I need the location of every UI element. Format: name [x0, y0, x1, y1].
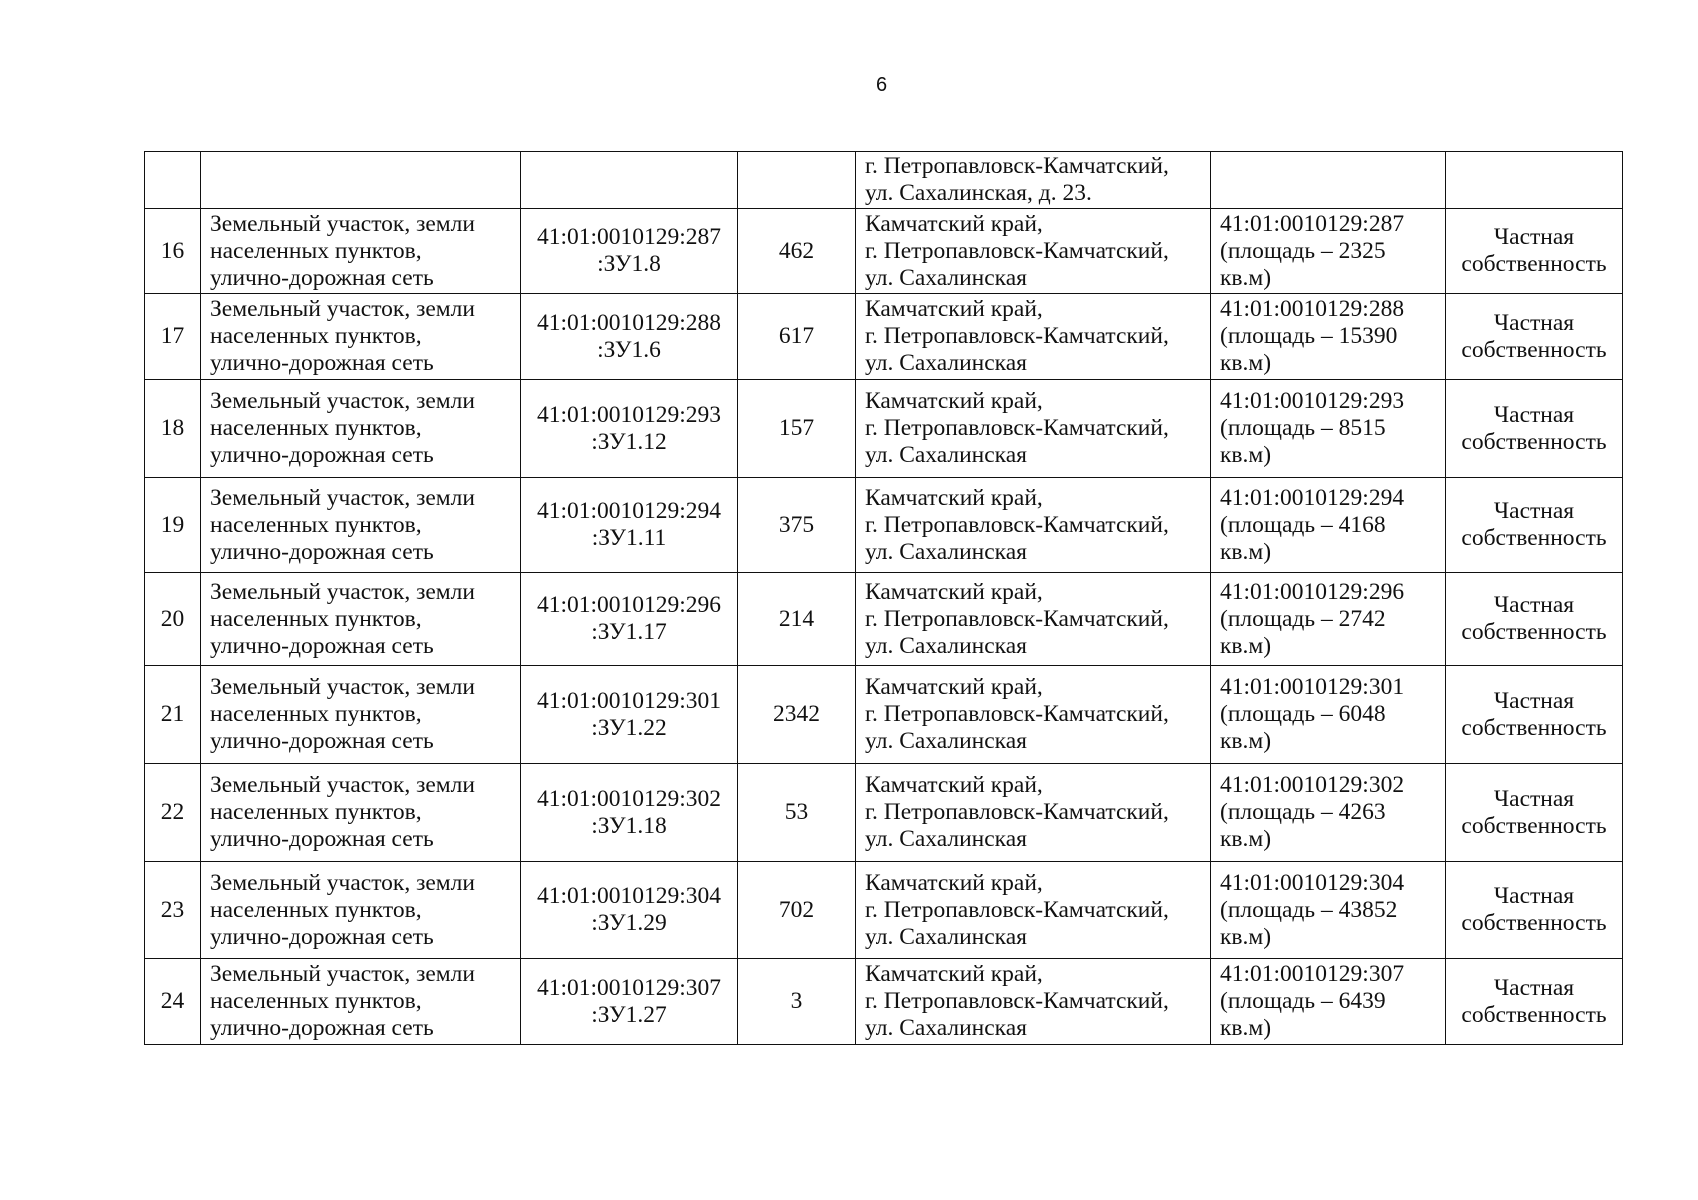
ownership-line: Частная — [1493, 687, 1575, 714]
parent-plot-line: 41:01:0010129:304 — [1220, 869, 1405, 896]
address-line: Камчатский край, — [865, 578, 1043, 605]
ownership-line: Частная — [1493, 592, 1575, 618]
cell-description — [201, 209, 521, 294]
description-line: Земельный участок, земли — [210, 210, 475, 237]
cadastral-line: 41:01:0010129:301 — [536, 687, 722, 714]
cell-description — [201, 478, 521, 573]
cell-parent-plot — [1211, 573, 1446, 666]
cell-area: 462 — [738, 209, 856, 294]
address-line: Камчатский край, — [865, 961, 1043, 987]
description-line: улично-дорожная сеть — [210, 350, 434, 376]
parent-plot-line: кв.м) — [1220, 442, 1272, 468]
ownership-line: собственность — [1461, 525, 1607, 551]
cell-ownership — [1446, 959, 1623, 1045]
cell-address — [856, 209, 1211, 294]
cadastral-line: 41:01:0010129:302 — [536, 785, 722, 812]
ownership-line: Частная — [1493, 785, 1575, 812]
description-line: населенных пунктов, — [210, 605, 422, 632]
land-plots-table — [144, 151, 1623, 1045]
cell-num: 21 — [145, 666, 201, 764]
cell-cadastral — [521, 862, 738, 959]
cell-ownership — [1446, 209, 1623, 294]
cell-area: 157 — [738, 380, 856, 478]
cell-ownership — [1446, 294, 1623, 380]
table-row — [145, 959, 1623, 1045]
cell-description — [201, 959, 521, 1045]
parent-plot-line: кв.м) — [1220, 538, 1272, 565]
cadastral-line: :ЗУ1.29 — [591, 910, 667, 936]
description-line: населенных пунктов, — [210, 237, 422, 264]
parent-plot-line: кв.м) — [1220, 264, 1272, 291]
cell-address — [856, 294, 1211, 380]
parent-plot-line: кв.м) — [1220, 350, 1272, 376]
parent-plot-line: (площадь – 4168 — [1220, 511, 1386, 538]
description-line: Земельный участок, земли — [210, 674, 475, 700]
description-line: улично-дорожная сеть — [210, 1015, 434, 1041]
cell-area: 53 — [738, 764, 856, 862]
description-line: населенных пунктов, — [210, 896, 422, 923]
cadastral-line: :ЗУ1.27 — [591, 1001, 667, 1028]
address-line: Камчатский край, — [865, 674, 1043, 700]
address-line: Камчатский край, — [865, 210, 1043, 237]
address-line: г. Петропавловск-Камчатский, — [865, 153, 1169, 179]
cell-description — [201, 294, 521, 380]
description-line: населенных пунктов, — [210, 799, 422, 825]
parent-plot-line: 41:01:0010129:287 — [1220, 210, 1405, 237]
table-row — [145, 380, 1623, 478]
ownership-line: собственность — [1461, 812, 1607, 839]
address-line: г. Петропавловск-Камчатский, — [865, 323, 1169, 349]
cell-ownership — [1446, 862, 1623, 959]
cell-area: 702 — [738, 862, 856, 959]
table-row — [145, 764, 1623, 862]
cell-address — [856, 152, 1211, 209]
cell-cadastral — [521, 764, 738, 862]
parent-plot-line: (площадь – 8515 — [1220, 415, 1386, 441]
cadastral-line: :ЗУ1.11 — [591, 525, 667, 551]
cell-description — [201, 862, 521, 959]
address-line: ул. Сахалинская — [865, 728, 1027, 754]
cadastral-line: :ЗУ1.6 — [597, 336, 661, 363]
cell-area: 617 — [738, 294, 856, 380]
description-line: населенных пунктов, — [210, 323, 422, 349]
cadastral-line: 41:01:0010129:288 — [536, 309, 722, 336]
address-line: ул. Сахалинская — [865, 1015, 1027, 1041]
cadastral-line: 41:01:0010129:307 — [536, 974, 722, 1001]
description-line: Земельный участок, земли — [210, 296, 475, 322]
table-row — [145, 209, 1623, 294]
cell-parent-plot — [1211, 666, 1446, 764]
description-line: улично-дорожная сеть — [210, 923, 434, 950]
address-line: Камчатский край, — [865, 869, 1043, 896]
cell-cadastral — [521, 152, 738, 209]
cell-num: 17 — [145, 294, 201, 380]
cadastral-line: :ЗУ1.17 — [591, 619, 667, 645]
description-line: населенных пунктов, — [210, 511, 422, 538]
description-line: населенных пунктов, — [210, 701, 422, 727]
cell-description — [201, 380, 521, 478]
address-line: Камчатский край, — [865, 484, 1043, 511]
cell-area: 375 — [738, 478, 856, 573]
ownership-line: собственность — [1461, 910, 1607, 936]
cell-num — [145, 152, 201, 209]
ownership-line: собственность — [1461, 336, 1607, 363]
cadastral-line: 41:01:0010129:294 — [536, 498, 722, 524]
cell-cadastral — [521, 209, 738, 294]
description-line: улично-дорожная сеть — [210, 826, 434, 852]
parent-plot-line: (площадь – 6048 — [1220, 701, 1386, 727]
address-line: г. Петропавловск-Камчатский, — [865, 415, 1169, 441]
ownership-line: собственность — [1461, 714, 1607, 741]
parent-plot-line: 41:01:0010129:288 — [1220, 296, 1405, 322]
cadastral-line: :ЗУ1.22 — [591, 714, 667, 741]
cell-parent-plot — [1211, 294, 1446, 380]
ownership-line: Частная — [1493, 883, 1575, 909]
cell-cadastral — [521, 294, 738, 380]
address-line: г. Петропавловск-Камчатский, — [865, 799, 1169, 825]
description-line: улично-дорожная сеть — [210, 538, 434, 565]
parent-plot-line: 41:01:0010129:294 — [1220, 484, 1405, 511]
table-row — [145, 478, 1623, 573]
description-line: улично-дорожная сеть — [210, 632, 434, 659]
cell-num: 19 — [145, 478, 201, 573]
cell-ownership — [1446, 478, 1623, 573]
address-line: г. Петропавловск-Камчатский, — [865, 988, 1169, 1014]
cell-parent-plot — [1211, 209, 1446, 294]
parent-plot-line: 41:01:0010129:293 — [1220, 388, 1405, 414]
address-line: ул. Сахалинская, д. 23. — [865, 180, 1092, 206]
parent-plot-line: (площадь – 6439 — [1220, 988, 1386, 1014]
cadastral-line: 41:01:0010129:304 — [536, 883, 722, 909]
cell-num: 18 — [145, 380, 201, 478]
page-number: 6 — [875, 74, 888, 96]
cell-description — [201, 152, 521, 209]
table-row — [145, 294, 1623, 380]
cell-cadastral — [521, 380, 738, 478]
cell-area: 2342 — [738, 666, 856, 764]
cadastral-line: 41:01:0010129:293 — [536, 401, 722, 428]
cadastral-line: :ЗУ1.18 — [591, 812, 667, 839]
cell-area: 3 — [738, 959, 856, 1045]
ownership-line: Частная — [1493, 309, 1575, 336]
ownership-line: собственность — [1461, 619, 1607, 645]
cell-num: 24 — [145, 959, 201, 1045]
parent-plot-line: 41:01:0010129:302 — [1220, 772, 1405, 798]
address-line: Камчатский край, — [865, 296, 1043, 322]
address-line: г. Петропавловск-Камчатский, — [865, 896, 1169, 923]
cell-area: 214 — [738, 573, 856, 666]
description-line: улично-дорожная сеть — [210, 728, 434, 754]
cell-ownership — [1446, 666, 1623, 764]
address-line: г. Петропавловск-Камчатский, — [865, 605, 1169, 632]
table-row — [145, 573, 1623, 666]
cell-address — [856, 862, 1211, 959]
parent-plot-line: (площадь – 15390 — [1220, 323, 1398, 349]
ownership-line: собственность — [1461, 428, 1607, 455]
ownership-line: Частная — [1493, 401, 1575, 428]
parent-plot-line: 41:01:0010129:301 — [1220, 674, 1405, 700]
ownership-line: собственность — [1461, 251, 1607, 277]
address-line: г. Петропавловск-Камчатский, — [865, 511, 1169, 538]
parent-plot-line: кв.м) — [1220, 1015, 1272, 1041]
cell-address — [856, 573, 1211, 666]
description-line: населенных пунктов, — [210, 415, 422, 441]
address-line: ул. Сахалинская — [865, 264, 1027, 291]
description-line: Земельный участок, земли — [210, 578, 475, 605]
ownership-line: собственность — [1461, 1001, 1607, 1028]
cadastral-line: :ЗУ1.12 — [591, 428, 667, 455]
address-line: г. Петропавловск-Камчатский, — [865, 701, 1169, 727]
parent-plot-line: (площадь – 43852 — [1220, 896, 1398, 923]
parent-plot-line: 41:01:0010129:296 — [1220, 578, 1405, 605]
cell-ownership — [1446, 764, 1623, 862]
cell-parent-plot — [1211, 862, 1446, 959]
cadastral-line: 41:01:0010129:287 — [536, 224, 722, 250]
address-line: ул. Сахалинская — [865, 632, 1027, 659]
address-line: г. Петропавловск-Камчатский, — [865, 237, 1169, 264]
cadastral-line: :ЗУ1.8 — [597, 251, 661, 277]
parent-plot-line: кв.м) — [1220, 632, 1272, 659]
cell-address — [856, 764, 1211, 862]
parent-plot-line: (площадь – 4263 — [1220, 799, 1386, 825]
table-row — [145, 862, 1623, 959]
description-line: населенных пунктов, — [210, 988, 422, 1014]
cell-num: 16 — [145, 209, 201, 294]
cell-parent-plot — [1211, 478, 1446, 573]
description-line: Земельный участок, земли — [210, 484, 475, 511]
address-line: ул. Сахалинская — [865, 826, 1027, 852]
parent-plot-line: кв.м) — [1220, 923, 1272, 950]
cell-parent-plot — [1211, 959, 1446, 1045]
address-line: ул. Сахалинская — [865, 538, 1027, 565]
parent-plot-line: кв.м) — [1220, 728, 1272, 754]
address-line: Камчатский край, — [865, 388, 1043, 414]
description-line: Земельный участок, земли — [210, 388, 475, 414]
parent-plot-line: кв.м) — [1220, 826, 1272, 852]
description-line: улично-дорожная сеть — [210, 442, 434, 468]
description-line: Земельный участок, земли — [210, 869, 475, 896]
address-line: Камчатский край, — [865, 772, 1043, 798]
cell-address — [856, 478, 1211, 573]
cell-ownership — [1446, 152, 1623, 209]
address-line: ул. Сахалинская — [865, 350, 1027, 376]
cell-address — [856, 959, 1211, 1045]
table-row — [145, 666, 1623, 764]
description-line: Земельный участок, земли — [210, 772, 475, 798]
cell-description — [201, 666, 521, 764]
cell-cadastral — [521, 478, 738, 573]
address-line: ул. Сахалинская — [865, 923, 1027, 950]
cell-parent-plot — [1211, 764, 1446, 862]
ownership-line: Частная — [1493, 498, 1575, 524]
cell-cadastral — [521, 573, 738, 666]
cell-address — [856, 380, 1211, 478]
cadastral-line: 41:01:0010129:296 — [536, 592, 722, 618]
parent-plot-line: (площадь – 2742 — [1220, 605, 1386, 632]
cell-ownership — [1446, 380, 1623, 478]
cell-num: 22 — [145, 764, 201, 862]
cell-ownership — [1446, 573, 1623, 666]
ownership-line: Частная — [1493, 974, 1575, 1001]
cell-description — [201, 764, 521, 862]
address-line: ул. Сахалинская — [865, 442, 1027, 468]
cell-parent-plot — [1211, 380, 1446, 478]
parent-plot-line: (площадь – 2325 — [1220, 237, 1386, 264]
cell-cadastral — [521, 959, 738, 1045]
table-body — [145, 152, 1623, 1045]
continuation-row — [145, 152, 1623, 209]
cell-area — [738, 152, 856, 209]
cell-address — [856, 666, 1211, 764]
cell-parent-plot — [1211, 152, 1446, 209]
description-line: Земельный участок, земли — [210, 961, 475, 987]
cell-num: 23 — [145, 862, 201, 959]
cell-num: 20 — [145, 573, 201, 666]
description-line: улично-дорожная сеть — [210, 264, 434, 291]
cell-cadastral — [521, 666, 738, 764]
cell-description — [201, 573, 521, 666]
ownership-line: Частная — [1493, 224, 1575, 250]
parent-plot-line: 41:01:0010129:307 — [1220, 961, 1405, 987]
